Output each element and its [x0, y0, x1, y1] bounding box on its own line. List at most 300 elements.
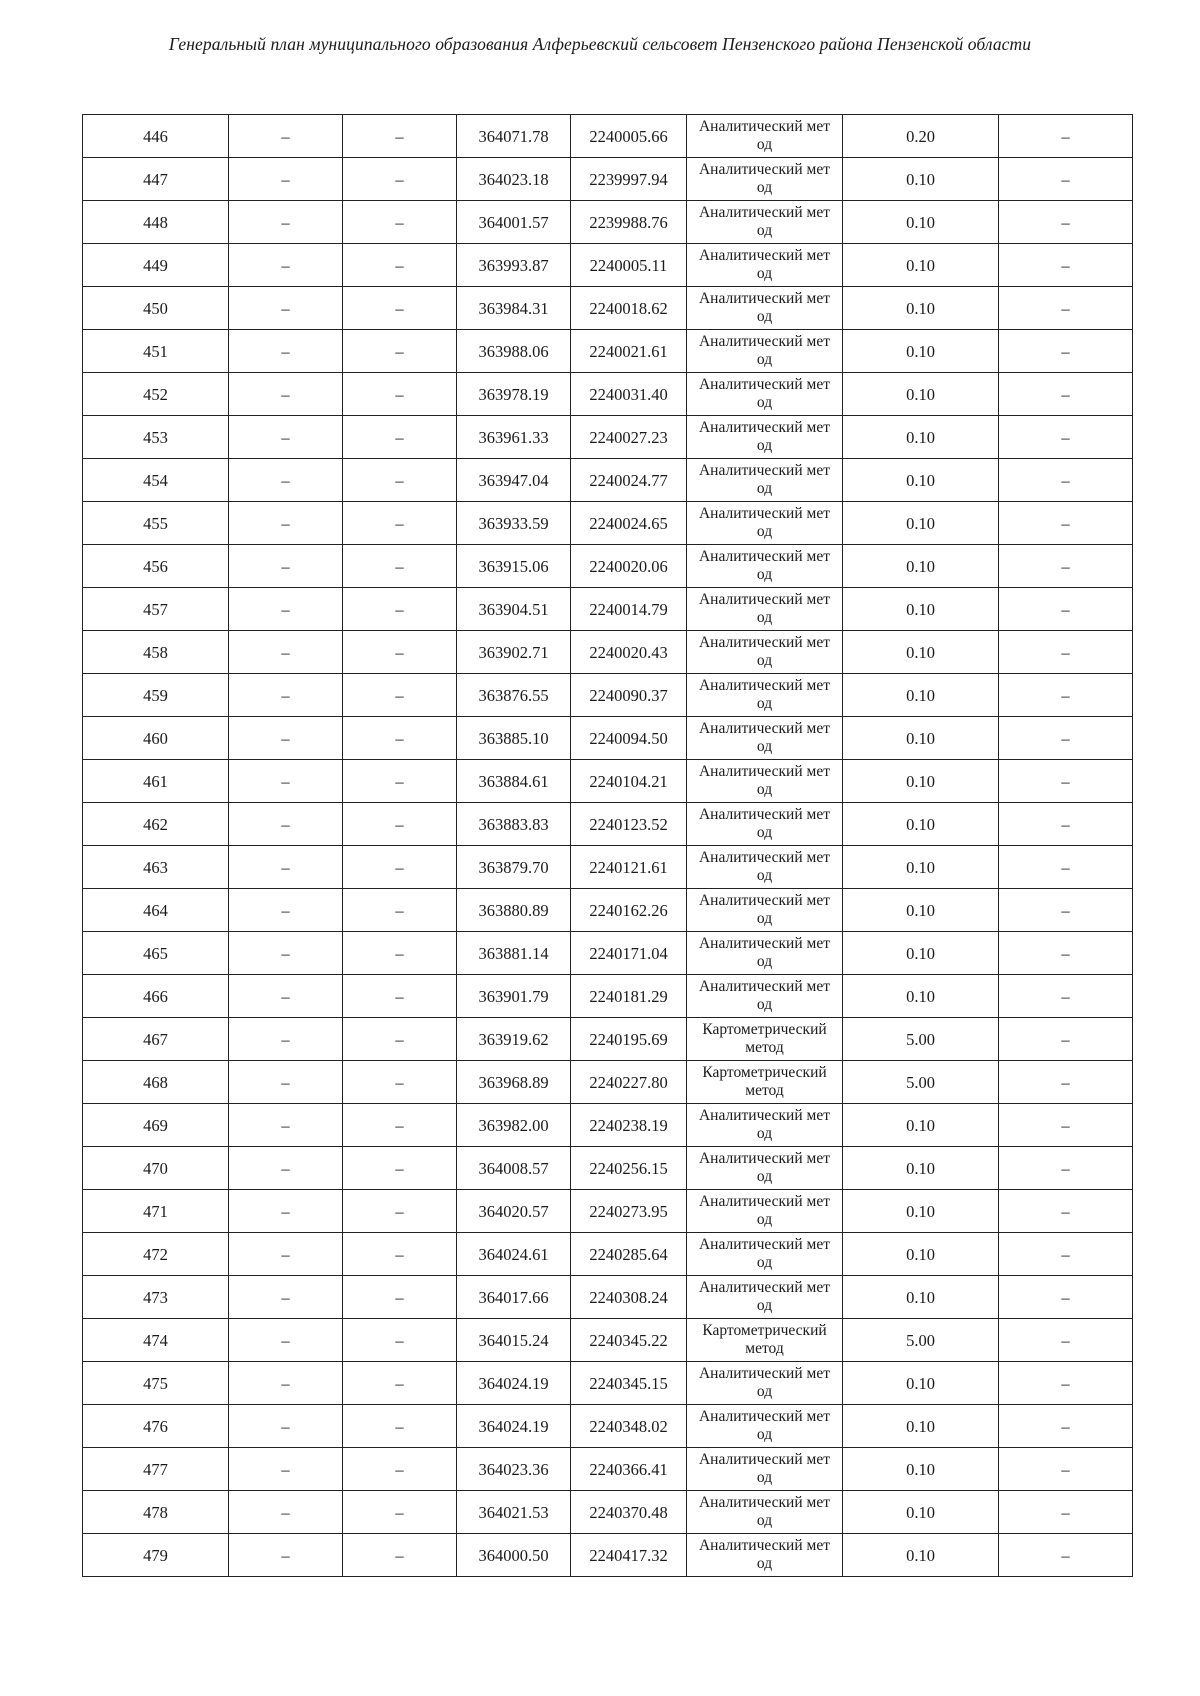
table-body	[83, 115, 1133, 1577]
table-row	[83, 975, 1133, 1018]
point-number-cell: 461	[83, 760, 229, 803]
accuracy-cell: 5.00	[843, 1018, 999, 1061]
empty-value-cell: –	[999, 846, 1133, 889]
x-coordinate-cell: 363883.83	[457, 803, 571, 846]
table-row	[83, 1491, 1133, 1534]
method-text: Аналитический метод	[698, 720, 830, 755]
point-number-cell: 450	[83, 287, 229, 330]
accuracy-cell: 0.10	[843, 1491, 999, 1534]
method-text: Аналитический метод	[698, 118, 830, 153]
x-coordinate-cell: 364008.57	[457, 1147, 571, 1190]
method-cell	[687, 416, 843, 459]
point-number-cell: 479	[83, 1534, 229, 1577]
x-coordinate-cell: 363919.62	[457, 1018, 571, 1061]
empty-value-cell: –	[999, 932, 1133, 975]
empty-value-cell: –	[999, 975, 1133, 1018]
x-coordinate-cell: 363988.06	[457, 330, 571, 373]
accuracy-cell: 0.10	[843, 201, 999, 244]
point-number-cell: 451	[83, 330, 229, 373]
method-cell	[687, 1491, 843, 1534]
y-coordinate-cell: 2240195.69	[571, 1018, 687, 1061]
empty-value-cell: –	[999, 1147, 1133, 1190]
point-number-cell: 465	[83, 932, 229, 975]
empty-value-cell: –	[229, 1405, 343, 1448]
accuracy-cell: 0.10	[843, 244, 999, 287]
point-number-cell: 449	[83, 244, 229, 287]
table-row	[83, 846, 1133, 889]
accuracy-cell: 0.10	[843, 846, 999, 889]
method-text: Аналитический метод	[698, 376, 830, 411]
x-coordinate-cell: 363880.89	[457, 889, 571, 932]
method-text: Аналитический метод	[698, 1236, 830, 1271]
accuracy-cell: 0.10	[843, 588, 999, 631]
accuracy-cell: 0.10	[843, 502, 999, 545]
point-number-cell: 453	[83, 416, 229, 459]
y-coordinate-cell: 2240171.04	[571, 932, 687, 975]
y-coordinate-cell: 2240018.62	[571, 287, 687, 330]
empty-value-cell: –	[229, 1534, 343, 1577]
empty-value-cell: –	[343, 1276, 457, 1319]
accuracy-cell: 5.00	[843, 1061, 999, 1104]
method-cell	[687, 287, 843, 330]
empty-value-cell: –	[999, 545, 1133, 588]
accuracy-cell: 0.10	[843, 158, 999, 201]
method-text: Картометрический метод	[702, 1021, 827, 1056]
point-number-cell: 457	[83, 588, 229, 631]
y-coordinate-cell: 2240121.61	[571, 846, 687, 889]
accuracy-cell: 0.20	[843, 115, 999, 158]
point-number-cell: 474	[83, 1319, 229, 1362]
empty-value-cell: –	[343, 803, 457, 846]
table-row	[83, 201, 1133, 244]
table-row	[83, 1534, 1133, 1577]
point-number-cell: 476	[83, 1405, 229, 1448]
accuracy-cell: 0.10	[843, 287, 999, 330]
accuracy-cell: 0.10	[843, 416, 999, 459]
empty-value-cell: –	[999, 760, 1133, 803]
method-cell	[687, 1276, 843, 1319]
method-cell	[687, 846, 843, 889]
method-text: Аналитический метод	[698, 806, 830, 841]
empty-value-cell: –	[229, 760, 343, 803]
y-coordinate-cell: 2240021.61	[571, 330, 687, 373]
empty-value-cell: –	[229, 373, 343, 416]
y-coordinate-cell: 2240024.65	[571, 502, 687, 545]
empty-value-cell: –	[229, 588, 343, 631]
coordinates-table	[82, 114, 1133, 1577]
empty-value-cell: –	[343, 201, 457, 244]
empty-value-cell: –	[229, 158, 343, 201]
empty-value-cell: –	[229, 416, 343, 459]
accuracy-cell: 0.10	[843, 674, 999, 717]
method-cell	[687, 1190, 843, 1233]
empty-value-cell: –	[999, 201, 1133, 244]
table-row	[83, 1018, 1133, 1061]
accuracy-cell: 0.10	[843, 803, 999, 846]
y-coordinate-cell: 2240090.37	[571, 674, 687, 717]
y-coordinate-cell: 2240162.26	[571, 889, 687, 932]
table-row	[83, 588, 1133, 631]
table-row	[83, 1190, 1133, 1233]
y-coordinate-cell: 2240031.40	[571, 373, 687, 416]
empty-value-cell: –	[999, 373, 1133, 416]
y-coordinate-cell: 2240094.50	[571, 717, 687, 760]
method-cell	[687, 1405, 843, 1448]
method-text: Аналитический метод	[698, 505, 830, 540]
x-coordinate-cell: 363933.59	[457, 502, 571, 545]
x-coordinate-cell: 363961.33	[457, 416, 571, 459]
empty-value-cell: –	[343, 416, 457, 459]
y-coordinate-cell: 2240308.24	[571, 1276, 687, 1319]
y-coordinate-cell: 2240348.02	[571, 1405, 687, 1448]
method-text: Аналитический метод	[698, 1537, 830, 1572]
table-row	[83, 416, 1133, 459]
point-number-cell: 446	[83, 115, 229, 158]
empty-value-cell: –	[343, 1190, 457, 1233]
empty-value-cell: –	[343, 287, 457, 330]
accuracy-cell: 0.10	[843, 1534, 999, 1577]
accuracy-cell: 0.10	[843, 1405, 999, 1448]
point-number-cell: 456	[83, 545, 229, 588]
accuracy-cell: 0.10	[843, 1362, 999, 1405]
empty-value-cell: –	[343, 760, 457, 803]
table-row	[83, 502, 1133, 545]
method-text: Аналитический метод	[698, 1150, 830, 1185]
y-coordinate-cell: 2240345.15	[571, 1362, 687, 1405]
empty-value-cell: –	[343, 545, 457, 588]
empty-value-cell: –	[229, 201, 343, 244]
x-coordinate-cell: 363884.61	[457, 760, 571, 803]
accuracy-cell: 0.10	[843, 1233, 999, 1276]
empty-value-cell: –	[229, 1061, 343, 1104]
empty-value-cell: –	[343, 1491, 457, 1534]
x-coordinate-cell: 364024.19	[457, 1362, 571, 1405]
empty-value-cell: –	[999, 717, 1133, 760]
method-cell	[687, 889, 843, 932]
x-coordinate-cell: 364015.24	[457, 1319, 571, 1362]
table-row	[83, 1448, 1133, 1491]
empty-value-cell: –	[229, 330, 343, 373]
empty-value-cell: –	[999, 588, 1133, 631]
accuracy-cell: 0.10	[843, 889, 999, 932]
point-number-cell: 452	[83, 373, 229, 416]
empty-value-cell: –	[999, 158, 1133, 201]
empty-value-cell: –	[343, 459, 457, 502]
x-coordinate-cell: 364023.18	[457, 158, 571, 201]
empty-value-cell: –	[999, 1276, 1133, 1319]
point-number-cell: 475	[83, 1362, 229, 1405]
point-number-cell: 455	[83, 502, 229, 545]
method-cell	[687, 932, 843, 975]
empty-value-cell: –	[999, 1319, 1133, 1362]
table-row	[83, 330, 1133, 373]
method-text: Аналитический метод	[698, 763, 830, 798]
x-coordinate-cell: 363876.55	[457, 674, 571, 717]
empty-value-cell: –	[229, 975, 343, 1018]
empty-value-cell: –	[999, 330, 1133, 373]
accuracy-cell: 0.10	[843, 760, 999, 803]
empty-value-cell: –	[229, 545, 343, 588]
y-coordinate-cell: 2240104.21	[571, 760, 687, 803]
point-number-cell: 447	[83, 158, 229, 201]
x-coordinate-cell: 363881.14	[457, 932, 571, 975]
empty-value-cell: –	[999, 502, 1133, 545]
table-row	[83, 717, 1133, 760]
method-text: Аналитический метод	[698, 1494, 830, 1529]
method-cell	[687, 115, 843, 158]
method-cell	[687, 1534, 843, 1577]
accuracy-cell: 0.10	[843, 1104, 999, 1147]
method-cell	[687, 760, 843, 803]
empty-value-cell: –	[229, 459, 343, 502]
empty-value-cell: –	[999, 1233, 1133, 1276]
empty-value-cell: –	[343, 975, 457, 1018]
method-text: Аналитический метод	[698, 935, 830, 970]
x-coordinate-cell: 364071.78	[457, 115, 571, 158]
table-row	[83, 674, 1133, 717]
point-number-cell: 466	[83, 975, 229, 1018]
empty-value-cell: –	[229, 287, 343, 330]
method-cell	[687, 1061, 843, 1104]
empty-value-cell: –	[343, 330, 457, 373]
empty-value-cell: –	[343, 631, 457, 674]
empty-value-cell: –	[229, 1319, 343, 1362]
empty-value-cell: –	[999, 889, 1133, 932]
point-number-cell: 448	[83, 201, 229, 244]
empty-value-cell: –	[229, 115, 343, 158]
table-row	[83, 1405, 1133, 1448]
method-text: Аналитический метод	[698, 161, 830, 196]
accuracy-cell: 0.10	[843, 1276, 999, 1319]
accuracy-cell: 0.10	[843, 1147, 999, 1190]
table-row	[83, 287, 1133, 330]
empty-value-cell: –	[999, 803, 1133, 846]
method-text: Аналитический метод	[698, 1279, 830, 1314]
x-coordinate-cell: 364024.61	[457, 1233, 571, 1276]
point-number-cell: 469	[83, 1104, 229, 1147]
page-header: Генеральный план муниципального образования Алферьевский сельсовет Пензенского района Пензенской области	[168, 34, 1032, 54]
table-row	[83, 115, 1133, 158]
empty-value-cell: –	[343, 115, 457, 158]
empty-value-cell: –	[229, 631, 343, 674]
method-text: Аналитический метод	[698, 462, 830, 497]
method-text: Аналитический метод	[698, 1365, 830, 1400]
method-text: Аналитический метод	[698, 1193, 830, 1228]
point-number-cell: 458	[83, 631, 229, 674]
x-coordinate-cell: 363993.87	[457, 244, 571, 287]
point-number-cell: 472	[83, 1233, 229, 1276]
empty-value-cell: –	[229, 1448, 343, 1491]
empty-value-cell: –	[229, 1362, 343, 1405]
point-number-cell: 471	[83, 1190, 229, 1233]
method-cell	[687, 1233, 843, 1276]
method-text: Аналитический метод	[698, 548, 830, 583]
method-cell	[687, 588, 843, 631]
y-coordinate-cell: 2240417.32	[571, 1534, 687, 1577]
method-text: Аналитический метод	[698, 1107, 830, 1142]
accuracy-cell: 0.10	[843, 545, 999, 588]
y-coordinate-cell: 2240020.06	[571, 545, 687, 588]
x-coordinate-cell: 363885.10	[457, 717, 571, 760]
method-text: Картометрический метод	[702, 1322, 827, 1357]
empty-value-cell: –	[343, 717, 457, 760]
y-coordinate-cell: 2240005.66	[571, 115, 687, 158]
empty-value-cell: –	[229, 244, 343, 287]
point-number-cell: 464	[83, 889, 229, 932]
y-coordinate-cell: 2240027.23	[571, 416, 687, 459]
table-row	[83, 803, 1133, 846]
empty-value-cell: –	[343, 1448, 457, 1491]
table-row	[83, 1362, 1133, 1405]
y-coordinate-cell: 2240014.79	[571, 588, 687, 631]
empty-value-cell: –	[229, 1233, 343, 1276]
y-coordinate-cell: 2240123.52	[571, 803, 687, 846]
empty-value-cell: –	[229, 674, 343, 717]
point-number-cell: 459	[83, 674, 229, 717]
empty-value-cell: –	[229, 1491, 343, 1534]
y-coordinate-cell: 2240256.15	[571, 1147, 687, 1190]
empty-value-cell: –	[229, 1147, 343, 1190]
empty-value-cell: –	[343, 1362, 457, 1405]
table-row	[83, 760, 1133, 803]
empty-value-cell: –	[999, 1534, 1133, 1577]
method-cell	[687, 717, 843, 760]
method-cell	[687, 975, 843, 1018]
table-row	[83, 1233, 1133, 1276]
x-coordinate-cell: 363947.04	[457, 459, 571, 502]
method-text: Аналитический метод	[698, 290, 830, 325]
empty-value-cell: –	[343, 1147, 457, 1190]
method-text: Аналитический метод	[698, 849, 830, 884]
method-cell	[687, 244, 843, 287]
accuracy-cell: 0.10	[843, 373, 999, 416]
empty-value-cell: –	[999, 1018, 1133, 1061]
accuracy-cell: 0.10	[843, 932, 999, 975]
y-coordinate-cell: 2240370.48	[571, 1491, 687, 1534]
method-cell	[687, 1362, 843, 1405]
empty-value-cell: –	[999, 244, 1133, 287]
empty-value-cell: –	[343, 1534, 457, 1577]
method-cell	[687, 459, 843, 502]
accuracy-cell: 5.00	[843, 1319, 999, 1362]
y-coordinate-cell: 2240285.64	[571, 1233, 687, 1276]
empty-value-cell: –	[229, 1018, 343, 1061]
point-number-cell: 477	[83, 1448, 229, 1491]
point-number-cell: 460	[83, 717, 229, 760]
table-row	[83, 631, 1133, 674]
y-coordinate-cell: 2239988.76	[571, 201, 687, 244]
x-coordinate-cell: 363901.79	[457, 975, 571, 1018]
table-row	[83, 1061, 1133, 1104]
table-row	[83, 932, 1133, 975]
empty-value-cell: –	[229, 932, 343, 975]
accuracy-cell: 0.10	[843, 459, 999, 502]
method-cell	[687, 631, 843, 674]
empty-value-cell: –	[343, 588, 457, 631]
method-text: Аналитический метод	[698, 634, 830, 669]
x-coordinate-cell: 364024.19	[457, 1405, 571, 1448]
x-coordinate-cell: 364000.50	[457, 1534, 571, 1577]
empty-value-cell: –	[229, 1276, 343, 1319]
table-row	[83, 459, 1133, 502]
empty-value-cell: –	[999, 1405, 1133, 1448]
method-cell	[687, 803, 843, 846]
method-cell	[687, 674, 843, 717]
empty-value-cell: –	[343, 502, 457, 545]
x-coordinate-cell: 363982.00	[457, 1104, 571, 1147]
empty-value-cell: –	[343, 846, 457, 889]
x-coordinate-cell: 363978.19	[457, 373, 571, 416]
y-coordinate-cell: 2239997.94	[571, 158, 687, 201]
table-row	[83, 244, 1133, 287]
y-coordinate-cell: 2240020.43	[571, 631, 687, 674]
table-row	[83, 158, 1133, 201]
method-cell	[687, 1448, 843, 1491]
accuracy-cell: 0.10	[843, 631, 999, 674]
method-cell	[687, 1104, 843, 1147]
method-cell	[687, 201, 843, 244]
x-coordinate-cell: 363902.71	[457, 631, 571, 674]
empty-value-cell: –	[999, 1448, 1133, 1491]
point-number-cell: 454	[83, 459, 229, 502]
method-text: Аналитический метод	[698, 204, 830, 239]
empty-value-cell: –	[229, 846, 343, 889]
empty-value-cell: –	[343, 373, 457, 416]
x-coordinate-cell: 363915.06	[457, 545, 571, 588]
empty-value-cell: –	[229, 1104, 343, 1147]
accuracy-cell: 0.10	[843, 1190, 999, 1233]
empty-value-cell: –	[343, 1104, 457, 1147]
method-text: Аналитический метод	[698, 892, 830, 927]
empty-value-cell: –	[229, 889, 343, 932]
x-coordinate-cell: 363968.89	[457, 1061, 571, 1104]
empty-value-cell: –	[343, 244, 457, 287]
empty-value-cell: –	[999, 631, 1133, 674]
empty-value-cell: –	[343, 932, 457, 975]
x-coordinate-cell: 364021.53	[457, 1491, 571, 1534]
method-cell	[687, 1319, 843, 1362]
x-coordinate-cell: 364017.66	[457, 1276, 571, 1319]
table-row	[83, 1276, 1133, 1319]
y-coordinate-cell: 2240005.11	[571, 244, 687, 287]
method-cell	[687, 373, 843, 416]
y-coordinate-cell: 2240227.80	[571, 1061, 687, 1104]
method-text: Аналитический метод	[698, 1451, 830, 1486]
empty-value-cell: –	[999, 1104, 1133, 1147]
empty-value-cell: –	[999, 459, 1133, 502]
x-coordinate-cell: 364023.36	[457, 1448, 571, 1491]
empty-value-cell: –	[229, 502, 343, 545]
method-text: Аналитический метод	[698, 591, 830, 626]
accuracy-cell: 0.10	[843, 717, 999, 760]
empty-value-cell: –	[999, 115, 1133, 158]
empty-value-cell: –	[343, 1233, 457, 1276]
method-text: Аналитический метод	[698, 419, 830, 454]
empty-value-cell: –	[343, 1061, 457, 1104]
point-number-cell: 462	[83, 803, 229, 846]
empty-value-cell: –	[999, 1362, 1133, 1405]
method-text: Аналитический метод	[698, 1408, 830, 1443]
empty-value-cell: –	[343, 889, 457, 932]
empty-value-cell: –	[999, 1491, 1133, 1534]
empty-value-cell: –	[999, 1190, 1133, 1233]
point-number-cell: 463	[83, 846, 229, 889]
empty-value-cell: –	[343, 158, 457, 201]
x-coordinate-cell: 363879.70	[457, 846, 571, 889]
empty-value-cell: –	[999, 287, 1133, 330]
method-cell	[687, 330, 843, 373]
method-cell	[687, 1018, 843, 1061]
